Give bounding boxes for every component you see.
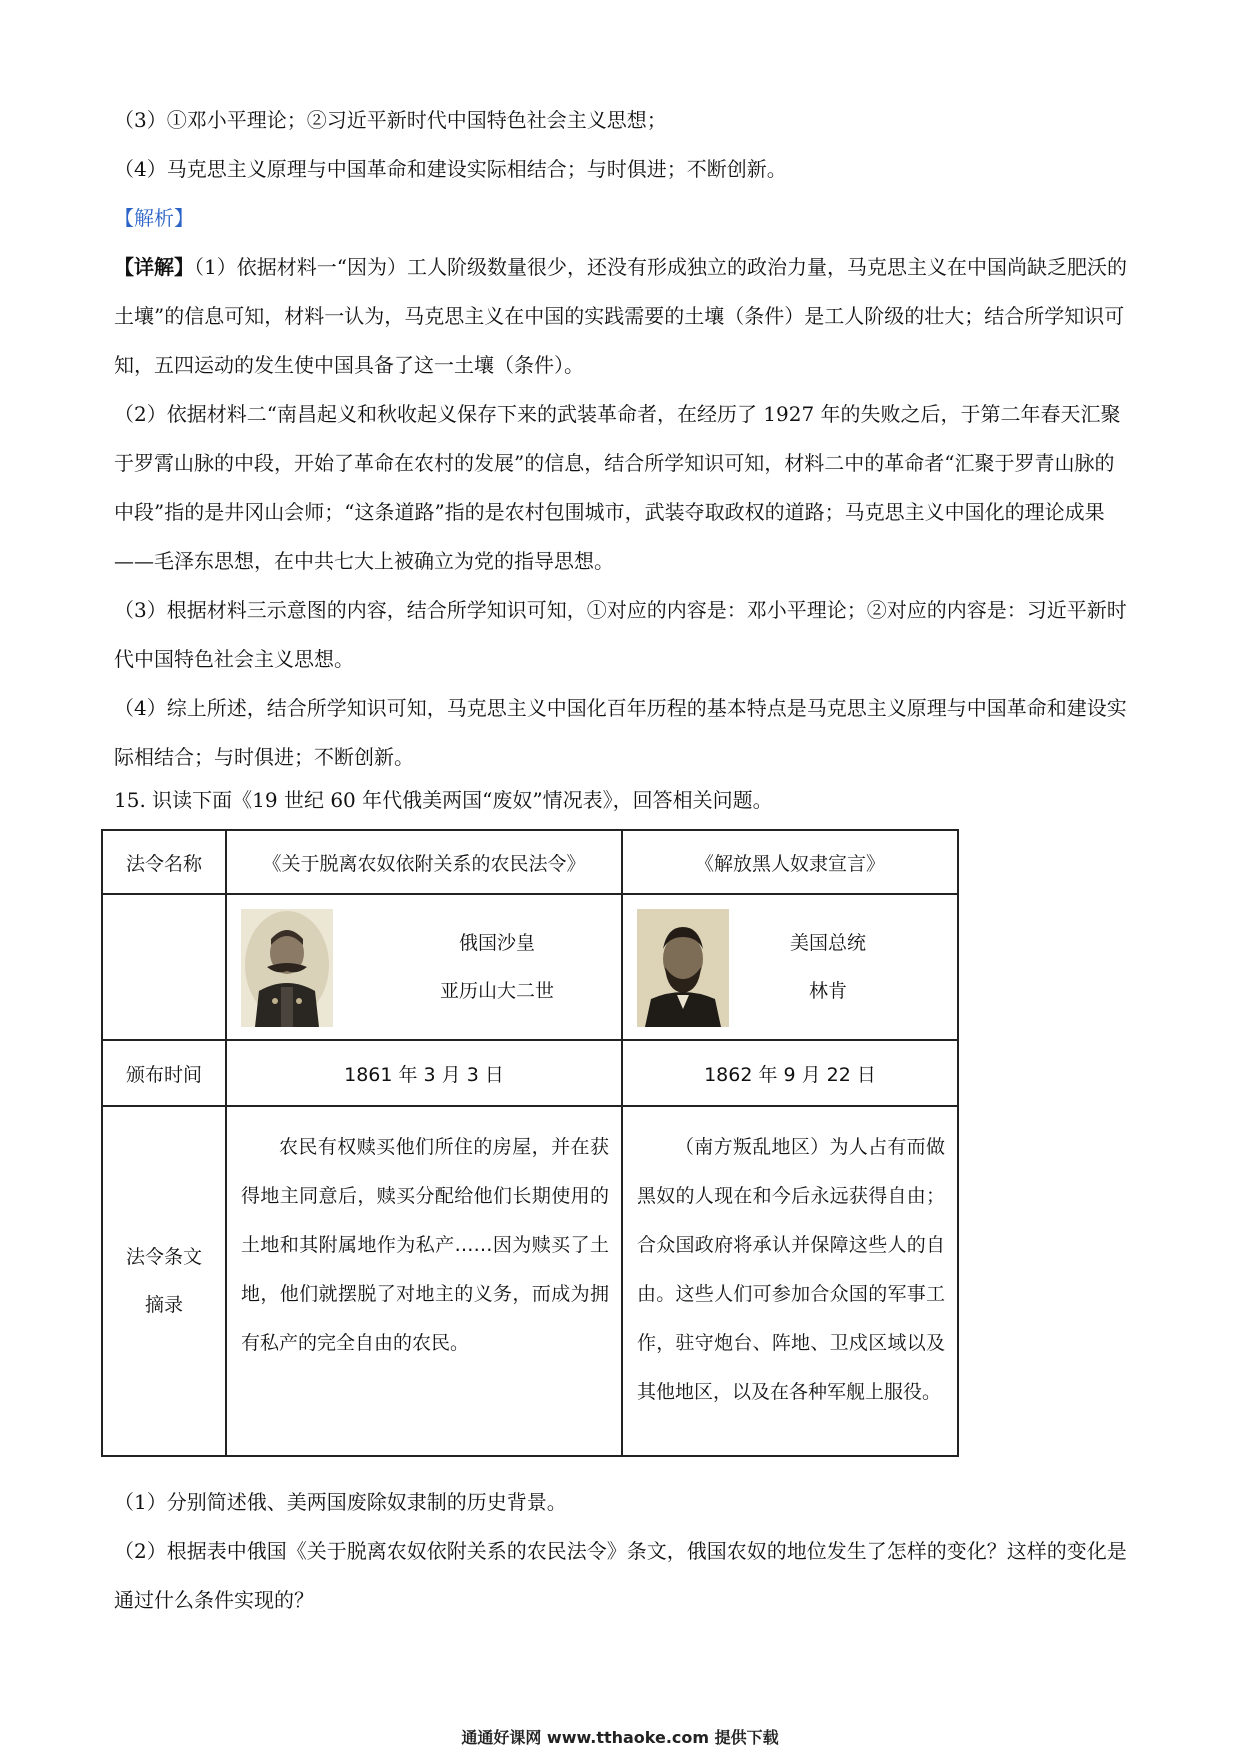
detail-p1-text: （1）依据材料一“因为）工人阶级数量很少，还没有形成独立的政治力量，马克思主义在中国尚缺乏肥沃的土壤”的信息可知，材料一认为，马克思主义在中国的实践需要的土壤（条件）是工人阶级的壮大；结合所学知识可知，五四运动的发生使中国具备了这一土壤（条件）。: [114, 255, 1127, 377]
lincoln-portrait-image: [637, 909, 729, 1027]
lincoln-portrait-icon: [637, 909, 729, 1027]
answer-4: （4）马克思主义原理与中国革命和建设实际相结合；与时俱进；不断创新。: [114, 157, 787, 181]
tsar-portrait-icon: [241, 909, 333, 1027]
page-footer: 通通好课网 www.tthaoke.com 提供下载: [461, 1728, 779, 1747]
russia-date: 1861 年 3 月 3 日: [226, 1040, 622, 1106]
russia-person-title: 俄国沙皇: [458, 932, 535, 954]
russia-person-name: 亚历山大二世: [439, 980, 554, 1002]
detail-label: 【详解】: [114, 255, 194, 279]
us-person-name: 林肯: [808, 980, 847, 1002]
table-row-portraits: [102, 894, 958, 1040]
row-label-excerpt-line2: 摘录: [144, 1294, 183, 1316]
question-15-stem: 15. 识读下面《19 世纪 60 年代俄美两国“废奴”情况表》，回答相关问题。: [114, 788, 773, 812]
table-row-date: [102, 1040, 958, 1106]
russia-law-name: 《关于脱离农奴依附关系的农民法令》: [226, 830, 622, 894]
us-excerpt-cell: [622, 1106, 958, 1456]
detail-paragraph-2: （2）依据材料二“南昌起义和秋收起义保存下来的武装革命者，在经历了 1927 年的失败之后，于第二年春天汇聚于罗霄山脉的中段，开始了革命在农村的发展”的信息，结合所学知识可知，材料二中的革命者“汇聚于罗青山脉的中段”指的是井冈山会师；“这条道路”指的是农村包围城市，武装夺取政权的道路；马克思主义中国化的理论成果——毛泽东思想，在中共七大上被确立为党的指导思想。: [114, 402, 1121, 573]
russia-portrait-cell: [226, 894, 622, 1040]
sub-question-1: （1）分别简述俄、美两国废除奴隶制的历史背景。: [114, 1490, 567, 1514]
tsar-portrait-image: [241, 909, 333, 1027]
russia-excerpt: 农民有权赎买他们所住的房屋，并在获得地主同意后，赎买分配给他们长期使用的土地和其附属地作为私产……因为赎买了土地，他们就摆脱了对地主的义务，而成为拥有私产的完全自由的农民。: [241, 1136, 609, 1354]
russia-excerpt-cell: [226, 1106, 622, 1456]
us-date: 1862 年 9 月 22 日: [622, 1040, 958, 1106]
us-law-name: 《解放黑人奴隶宣言》: [622, 830, 958, 894]
detail-paragraph-1: [114, 243, 1134, 390]
us-person-title: 美国总统: [789, 932, 866, 954]
row-label-law-name: 法令名称: [102, 830, 226, 894]
table-row-law-name: [102, 830, 958, 894]
us-portrait-cell: [622, 894, 958, 1040]
table-row-excerpt: [102, 1106, 958, 1456]
sub-question-2: （2）根据表中俄国《关于脱离农奴依附关系的农民法令》条文，俄国农奴的地位发生了怎样的变化？这样的变化是通过什么条件实现的？: [114, 1539, 1127, 1612]
row-label-excerpt-line1: 法令条文: [125, 1246, 202, 1268]
row-label-date: 颁布时间: [102, 1040, 226, 1106]
detail-paragraph-4: （4）综上所述，结合所学知识可知，马克思主义中国化百年历程的基本特点是马克思主义原理与中国革命和建设实际相结合；与时俱进；不断创新。: [114, 696, 1127, 769]
analysis-label: 【解析】: [114, 206, 194, 230]
row-label-excerpt: [102, 1106, 226, 1456]
detail-paragraph-3: （3）根据材料三示意图的内容，结合所学知识可知，①对应的内容是：邓小平理论；②对应的内容是：习近平新时代中国特色社会主义思想。: [114, 598, 1127, 671]
answer-3: （3）①邓小平理论；②习近平新时代中国特色社会主义思想；: [114, 108, 667, 132]
us-excerpt: （南方叛乱地区）为人占有而做黑奴的人现在和今后永远获得自由；合众国政府将承认并保障这些人的自由。这些人们可参加合众国的军事工作，驻守炮台、阵地、卫戍区域以及其他地区，以及在各种军舰上服役。: [637, 1136, 945, 1403]
row-label-empty: [102, 894, 226, 1040]
abolition-table: [101, 829, 959, 1457]
